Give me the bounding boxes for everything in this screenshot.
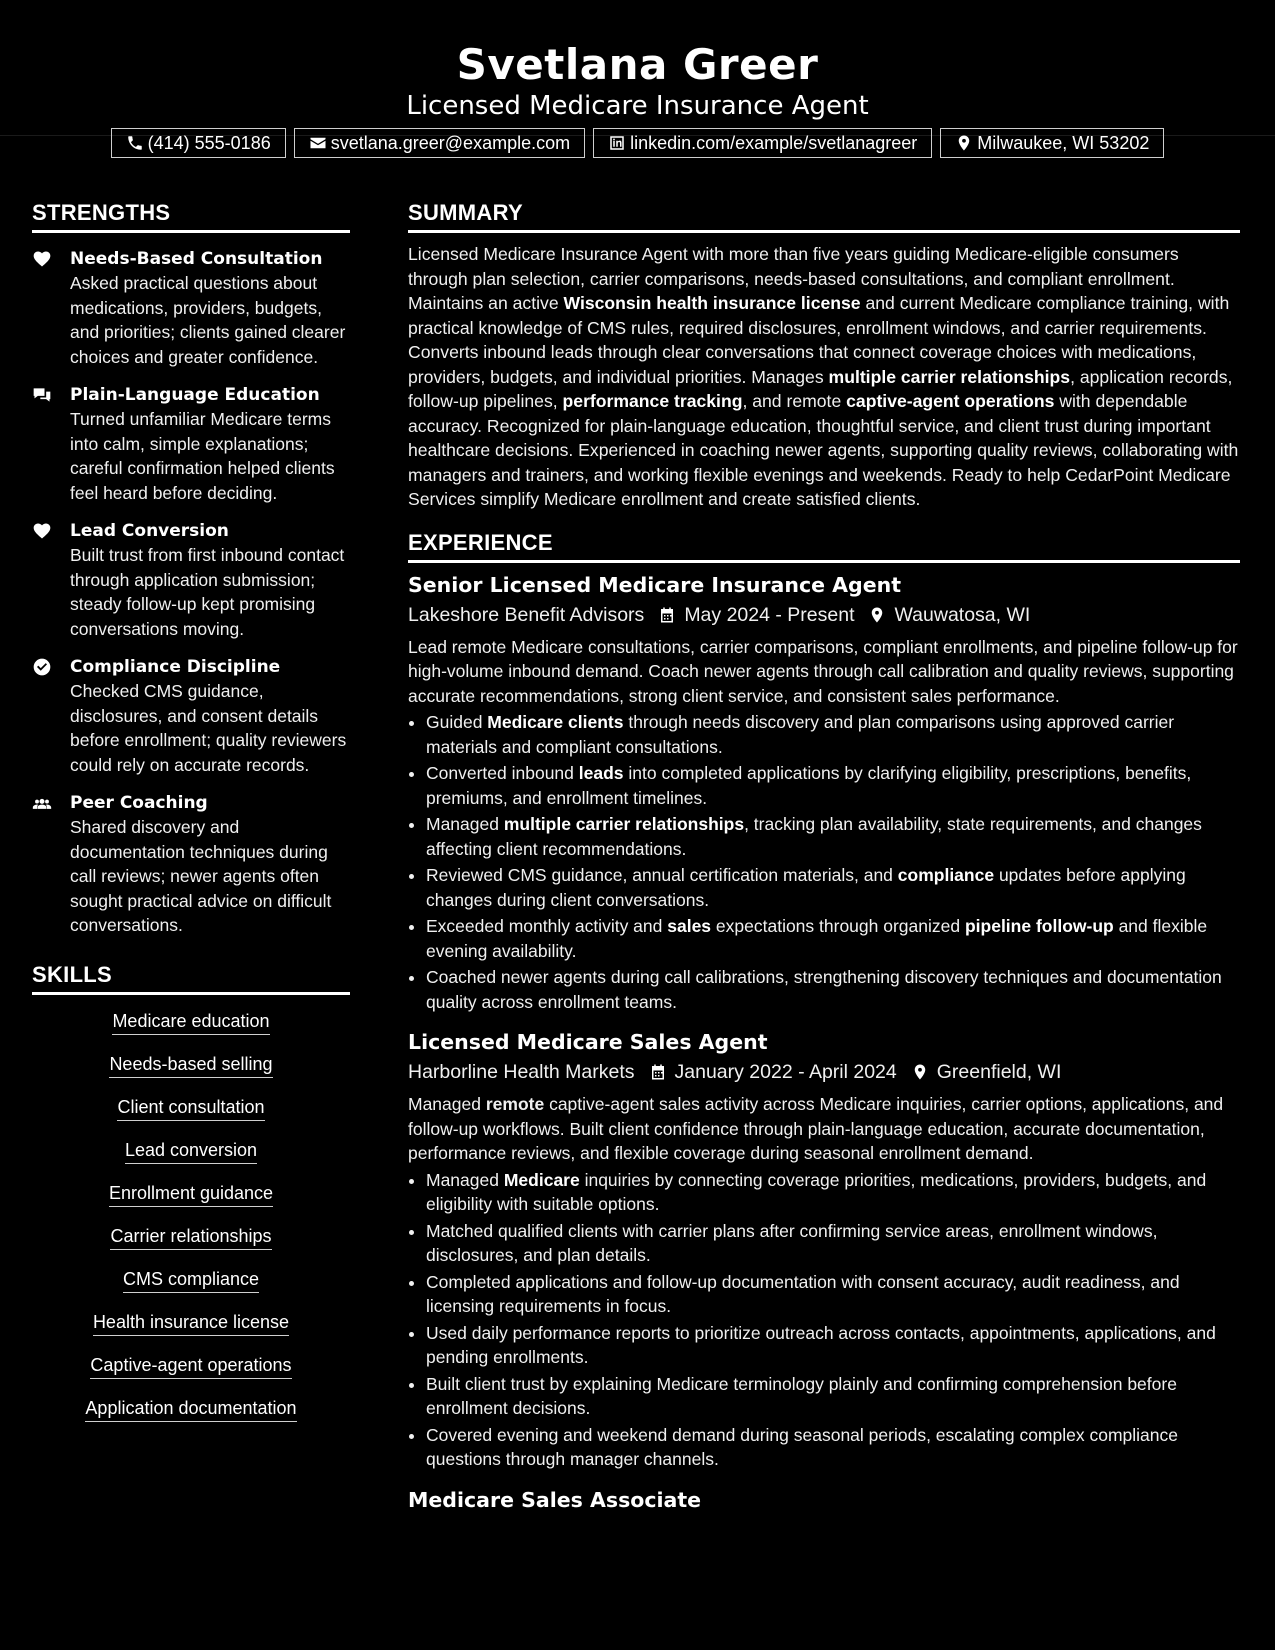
strength-item — [32, 247, 350, 369]
comments-icon — [32, 385, 52, 405]
skill-tag: Application documentation — [85, 1396, 296, 1422]
skill-tag: Needs-based selling — [109, 1052, 272, 1078]
skills-heading: SKILLS — [32, 962, 350, 995]
strength-description: Shared discovery and documentation techniques during call reviews; newer agents often sought practical advice on difficult conversations. — [70, 817, 332, 935]
strength-description: Checked CMS guidance, disclosures, and consent details before enrollment; quality reviewers could rely on accurate records. — [70, 681, 347, 775]
job-dates: January 2022 - April 2024 — [674, 1061, 897, 1083]
job-title: Licensed Medicare Sales Agent — [408, 1030, 768, 1054]
skill-tag: Enrollment guidance — [109, 1181, 273, 1207]
skill-tag: Medicare education — [112, 1009, 269, 1035]
sidebar — [32, 200, 350, 1439]
bullet-item: • Matched qualified clients with carrier plans after confirming service areas, enrollment windows, disclosures, and plan details. — [426, 1219, 1240, 1268]
candidate-name: Svetlana Greer — [456, 40, 819, 89]
strengths-heading: STRENGTHS — [32, 200, 350, 233]
bullet-item: • Converted inbound leads into completed applications by clarifying eligibility, prescriptions, benefits, premiums, and enrollment timelines. — [426, 761, 1240, 810]
bullet-item: • Exceeded monthly activity and sales expectations through organized pipeline follow-up and flexible evening availability. — [426, 914, 1240, 963]
bullet-item: • Covered evening and weekend demand during seasonal periods, escalating complex compliance questions through manager channels. — [426, 1423, 1240, 1472]
skill-tag: Carrier relationships — [110, 1224, 271, 1250]
summary-part: Licensed Medicare Insurance Agent with more than five years guiding Medicare-eligible consumers through plan selection, carrier comparisons, needs-based consultations, and compliant enrollment. Maintains an active — [408, 244, 1179, 313]
users-icon — [32, 793, 52, 813]
experience-heading: EXPERIENCE — [408, 530, 1240, 563]
strength-title: Needs-Based Consultation — [70, 249, 323, 269]
strength-description: Built trust from first inbound contact through application submission; steady follow-up kept promising conversations moving. — [70, 545, 345, 639]
contact-location[interactable] — [940, 128, 1164, 158]
summary-highlight: multiple carrier relationships — [828, 366, 1071, 387]
bullet-item: • Completed applications and follow-up documentation with consent accuracy, audit readiness, and licensing requirements in focus. — [426, 1270, 1240, 1319]
job-company: Lakeshore Benefit Advisors — [408, 603, 645, 626]
job-meta — [408, 1058, 1240, 1086]
job-bullets — [408, 1168, 1240, 1472]
strength-description: Asked practical questions about medications, providers, budgets, and priorities; clients gained clearer choices and greater confidence. — [70, 273, 346, 367]
heart-icon — [32, 521, 52, 541]
strength-item — [32, 655, 350, 777]
map-pin-icon — [868, 606, 886, 624]
contact-bar — [0, 128, 1275, 158]
job-title: Senior Licensed Medicare Insurance Agent — [408, 572, 902, 597]
location-text: Milwaukee, WI 53202 — [977, 132, 1150, 153]
job-location: Greenfield, WI — [936, 1061, 1062, 1083]
job-company: Harborline Health Markets — [408, 1061, 635, 1083]
job-description: Lead remote Medicare consultations, carrier comparisons, compliant enrollments, and pipeline follow-up for high-volume inbound demand. Coach newer agents through call calibration and quality reviews, supporting accurate recommendations, strong client service, and consistent sales performance. — [408, 636, 1238, 706]
summary-highlight: performance tracking — [562, 391, 743, 411]
job-entry — [408, 571, 1240, 1015]
bullet-item: • Coached newer agents during call calibrations, strengthening discovery techniques and documentation quality across enrollment teams. — [426, 965, 1240, 1014]
skills-list — [32, 1009, 350, 1439]
summary-text — [408, 242, 1240, 512]
bullet-item: • Managed Medicare inquiries by connecting coverage priorities, medications, providers, budgets, and eligibility with suitable options. — [426, 1168, 1240, 1217]
main-content — [408, 200, 1240, 1514]
job-entry — [408, 1486, 1240, 1514]
strength-title: Peer Coaching — [70, 793, 208, 813]
job-dates: May 2024 - Present — [684, 603, 855, 626]
summary-part: with dependable accuracy. Recognized for plain-language education, thoughtful service, and client trust during important healthcare decisions. Experienced in coaching newer agents, supporting quality reviews, collaborating with managers and trainers, and working flexible evenings and weekends. Ready to help CedarPoint Medicare Services simplify Medicare enrollment and create satisfied clients. — [408, 391, 1239, 509]
summary-heading: SUMMARY — [408, 200, 1240, 233]
bullet-item: • Reviewed CMS guidance, annual certification materials, and compliance updates before applying changes during client conversations. — [426, 863, 1240, 912]
job-title: Medicare Sales Associate — [408, 1487, 702, 1512]
contact-phone[interactable] — [111, 128, 286, 158]
calendar-icon — [649, 1063, 667, 1081]
candidate-headline: Licensed Medicare Insurance Agent — [406, 91, 869, 121]
job-location: Wauwatosa, WI — [894, 603, 1031, 626]
strength-title: Compliance Discipline — [70, 657, 281, 677]
map-pin-icon — [911, 1063, 929, 1081]
map-pin-icon — [955, 134, 973, 152]
summary-part: , and remote — [742, 391, 847, 411]
check-circle-icon — [32, 657, 52, 677]
job-description: Managed remote captive-agent sales activity across Medicare inquiries, carrier options, applications, and follow-up workflows. Built client confidence through plain-language education, accurate documentation, performance reviews, and flexible coverage during seasonal enrollment demand. — [408, 1094, 1224, 1163]
strength-title: Lead Conversion — [70, 521, 229, 541]
phone-icon — [126, 134, 144, 152]
contact-linkedin[interactable] — [593, 128, 932, 158]
job-entry — [408, 1028, 1240, 1472]
bullet-item: • Built client trust by explaining Medicare terminology plainly and confirming comprehension before enrollment decisions. — [426, 1372, 1240, 1421]
job-bullets — [408, 710, 1240, 1014]
summary-part: and current Medicare compliance training, with practical knowledge of CMS rules, required disclosures, enrollment windows, and carrier requirements. Converts inbound leads through clear conversations that connect coverage choices with medications, providers, budgets, and individual priorities. Manages — [408, 293, 1230, 387]
calendar-icon — [658, 606, 676, 624]
bullet-item: • Guided Medicare clients through needs discovery and plan comparisons using approved carrier materials and compliant consultations. — [426, 710, 1240, 759]
phone-text: (414) 555-0186 — [147, 132, 271, 153]
strength-item — [32, 791, 350, 938]
bullet-item: • Used daily performance reports to prioritize outreach across contacts, appointments, applications, and pending enrollments. — [426, 1321, 1240, 1370]
strength-item — [32, 519, 350, 641]
bullet-item: • Managed multiple carrier relationships, tracking plan availability, state requirements, and changes affecting client recommendations. — [426, 812, 1240, 861]
strength-description: Turned unfamiliar Medicare terms into calm, simple explanations; careful confirmation helped clients feel heard before deciding. — [70, 409, 335, 503]
skill-tag: Captive-agent operations — [90, 1353, 291, 1379]
summary-part: , application records, follow-up pipelines, — [408, 366, 1233, 411]
summary-highlight: Wisconsin health insurance license — [563, 293, 861, 313]
skill-tag: Client consultation — [117, 1095, 264, 1121]
envelope-icon — [309, 134, 327, 152]
summary-highlight: captive-agent operations — [846, 391, 1055, 411]
resume-header — [0, 0, 1275, 153]
linkedin-text: linkedin.com/example/svetlanagreer — [630, 132, 918, 153]
contact-email[interactable] — [294, 128, 585, 158]
skill-tag: CMS compliance — [123, 1267, 259, 1293]
skill-tag: Health insurance license — [93, 1310, 289, 1336]
skill-tag: Lead conversion — [125, 1138, 257, 1164]
strength-item — [32, 383, 350, 505]
job-meta — [408, 601, 1240, 629]
heart-icon — [32, 249, 52, 269]
linkedin-icon — [608, 134, 626, 152]
email-text: svetlana.greer@example.com — [330, 132, 571, 153]
strength-title: Plain-Language Education — [70, 385, 320, 405]
